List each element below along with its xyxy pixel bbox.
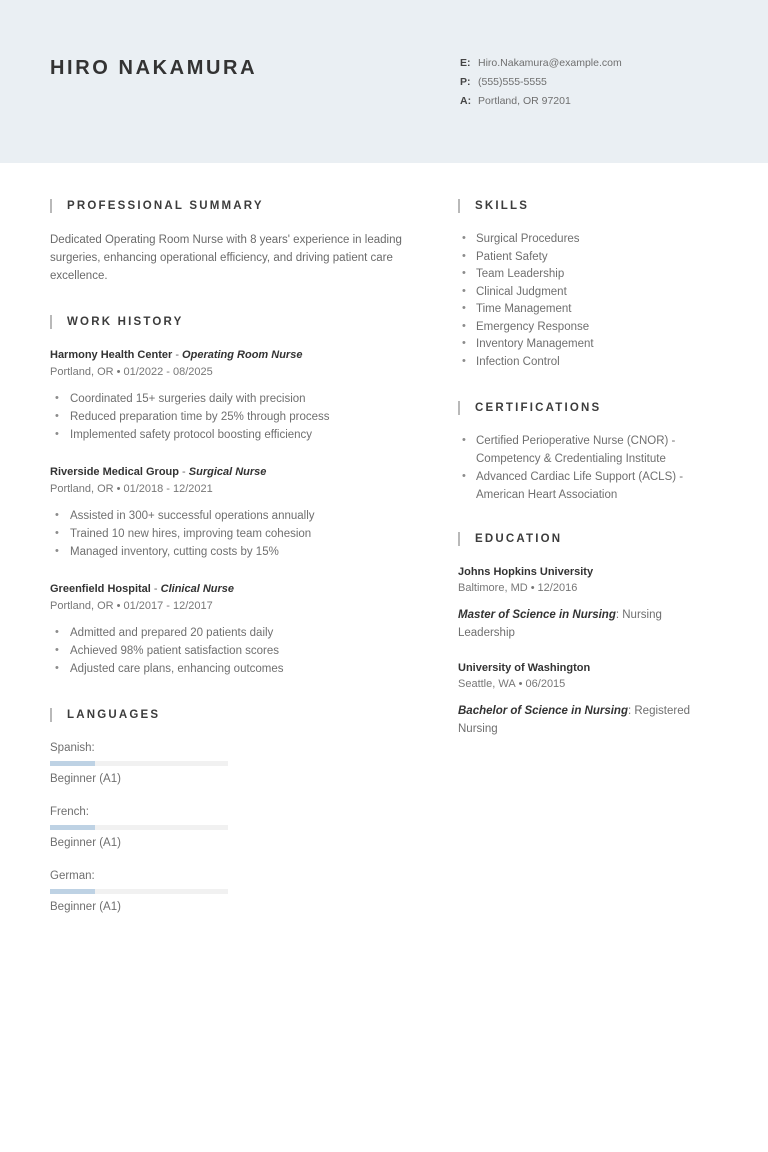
job-bullet: • Admitted and prepared 20 patients daily	[50, 624, 410, 642]
language-proficiency-bar	[50, 761, 228, 766]
section-title-text: SKILLS	[475, 200, 530, 212]
language-proficiency-fill	[50, 761, 95, 766]
job-bullet: • Trained 10 new hires, improving team cohesion	[50, 525, 410, 543]
phone-value[interactable]: (555)555-5555	[478, 76, 547, 88]
section-title-text: WORK HISTORY	[67, 316, 184, 328]
job-meta	[50, 598, 410, 615]
certifications-list	[458, 433, 720, 504]
bullet-dot-icon: •	[530, 582, 535, 594]
education-meta	[458, 676, 720, 693]
education-meta	[458, 580, 720, 597]
work-history-entry	[50, 347, 410, 444]
candidate-name: HIRO NAKAMURA	[50, 57, 258, 79]
language-level: Beginner (A1)	[50, 773, 121, 785]
section-title-text: EDUCATION	[475, 533, 563, 545]
contact-info	[460, 48, 622, 111]
job-company: Greenfield Hospital	[50, 583, 151, 595]
job-bullet: • Managed inventory, cutting costs by 15%	[50, 543, 410, 561]
job-company: Riverside Medical Group	[50, 466, 179, 478]
job-meta	[50, 364, 410, 381]
education-degree-name: Bachelor of Science in Nursing	[458, 705, 628, 717]
job-location: Portland, OR	[50, 366, 114, 378]
section-skills	[458, 199, 720, 371]
accent-bar-icon	[458, 199, 460, 213]
job-bullet-list	[50, 390, 410, 444]
email-value[interactable]: Hiro.Nakamura@example.com	[478, 57, 622, 69]
language-item	[50, 804, 228, 852]
job-bullet: • Implemented safety protocol boosting efficiency	[50, 426, 410, 444]
education-school: Johns Hopkins University	[458, 566, 594, 578]
work-history-entry	[50, 581, 410, 678]
skill-item: • Clinical Judgment	[458, 284, 720, 302]
language-item	[50, 868, 228, 916]
contact-row-phone	[460, 73, 622, 92]
right-column	[458, 199, 720, 962]
accent-bar-icon	[458, 532, 460, 546]
contact-row-address	[460, 92, 622, 111]
education-degree	[458, 702, 720, 738]
certification-item: • Advanced Cardiac Life Support (ACLS) - American Heart Association	[458, 469, 720, 504]
skill-item: • Emergency Response	[458, 319, 720, 337]
work-history-entry	[50, 464, 410, 561]
language-level: Beginner (A1)	[50, 901, 121, 913]
skill-item: • Infection Control	[458, 354, 720, 372]
education-degree-field: : Nursing Leadership	[458, 609, 662, 639]
job-bullet: • Assisted in 300+ successful operations annually	[50, 507, 410, 525]
section-certifications	[458, 401, 720, 504]
accent-bar-icon	[50, 315, 52, 329]
job-meta	[50, 481, 410, 498]
education-date: 12/2016	[537, 582, 578, 594]
accent-bar-icon	[458, 401, 460, 415]
skill-item: • Inventory Management	[458, 336, 720, 354]
address-icon: A:	[460, 95, 472, 107]
bullet-dot-icon: •	[518, 678, 523, 690]
section-languages	[50, 708, 410, 932]
job-location: Portland, OR	[50, 600, 114, 612]
section-professional-summary	[50, 199, 410, 285]
job-dates: 01/2018 - 12/2021	[123, 483, 213, 495]
job-separator: -	[172, 349, 183, 361]
accent-bar-icon	[50, 708, 52, 722]
certification-item: • Certified Perioperative Nurse (CNOR) - Competency & Credentialing Institute	[458, 433, 720, 468]
resume-header	[0, 0, 768, 163]
language-name: German:	[50, 870, 95, 882]
language-name: Spanish:	[50, 742, 95, 754]
job-company: Harmony Health Center	[50, 349, 173, 361]
job-role: Operating Room Nurse	[182, 349, 303, 361]
summary-text: Dedicated Operating Room Nurse with 8 years' experience in leading surgeries, enhancing operational efficiency, and driving patient care excellence.	[50, 234, 402, 282]
skill-item: • Surgical Procedures	[458, 231, 720, 249]
left-column	[50, 199, 410, 962]
bullet-dot-icon: •	[116, 483, 121, 495]
address-value: Portland, OR 97201	[478, 95, 571, 107]
section-heading-certifications	[458, 401, 720, 415]
section-education	[458, 532, 720, 738]
education-degree-field: : Registered Nursing	[458, 705, 690, 735]
section-title-text: PROFESSIONAL SUMMARY	[67, 200, 264, 212]
language-grid	[50, 740, 410, 932]
education-entry	[458, 564, 720, 642]
education-date: 06/2015	[525, 678, 566, 690]
phone-icon: P:	[460, 76, 471, 88]
job-dates: 01/2022 - 08/2025	[123, 366, 213, 378]
job-header	[50, 464, 410, 480]
job-bullet: • Reduced preparation time by 25% through process	[50, 408, 410, 426]
language-proficiency-fill	[50, 889, 95, 894]
section-heading-work-history	[50, 315, 410, 329]
bullet-dot-icon: •	[116, 600, 121, 612]
email-icon: E:	[460, 57, 471, 69]
section-title-text: LANGUAGES	[67, 709, 161, 721]
job-bullet: • Achieved 98% patient satisfaction scores	[50, 642, 410, 660]
education-location: Seattle, WA	[458, 678, 516, 690]
job-bullet-list	[50, 624, 410, 678]
language-item	[50, 740, 228, 788]
accent-bar-icon	[50, 199, 52, 213]
section-heading-education	[458, 532, 720, 546]
job-dates: 01/2017 - 12/2017	[123, 600, 213, 612]
job-separator: -	[150, 583, 161, 595]
job-header	[50, 347, 410, 363]
education-entry	[458, 660, 720, 738]
skill-item: • Time Management	[458, 301, 720, 319]
job-header	[50, 581, 410, 597]
job-location: Portland, OR	[50, 483, 114, 495]
job-role: Clinical Nurse	[160, 583, 234, 595]
section-title-text: CERTIFICATIONS	[475, 402, 602, 414]
education-degree-name: Master of Science in Nursing	[458, 609, 616, 621]
section-heading-languages	[50, 708, 410, 722]
job-bullet: • Adjusted care plans, enhancing outcomes	[50, 660, 410, 678]
skills-list	[458, 231, 720, 371]
language-level: Beginner (A1)	[50, 837, 121, 849]
section-heading-skills	[458, 199, 720, 213]
language-proficiency-bar	[50, 889, 228, 894]
job-bullet-list	[50, 507, 410, 561]
job-role: Surgical Nurse	[188, 466, 267, 478]
education-location: Baltimore, MD	[458, 582, 528, 594]
section-work-history	[50, 315, 410, 678]
contact-row-email	[460, 54, 622, 73]
education-school: University of Washington	[458, 662, 591, 674]
resume-body	[0, 163, 768, 962]
language-proficiency-bar	[50, 825, 228, 830]
section-heading-professional-summary	[50, 199, 410, 213]
job-separator: -	[178, 466, 189, 478]
bullet-dot-icon: •	[116, 366, 121, 378]
language-name: French:	[50, 806, 89, 818]
language-proficiency-fill	[50, 825, 95, 830]
education-degree	[458, 606, 720, 642]
skill-item: • Team Leadership	[458, 266, 720, 284]
job-bullet: • Coordinated 15+ surgeries daily with precision	[50, 390, 410, 408]
skill-item: • Patient Safety	[458, 249, 720, 267]
